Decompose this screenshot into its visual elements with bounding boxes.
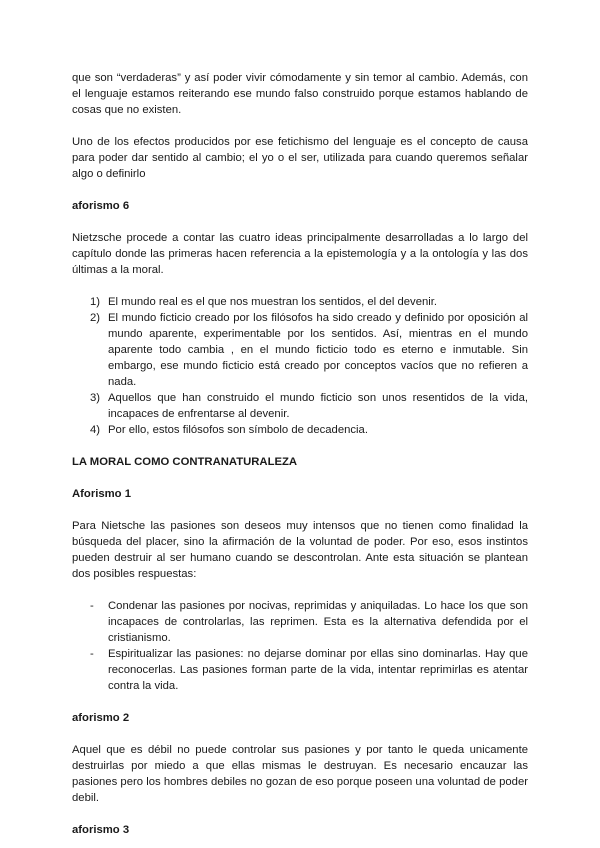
list-item [72, 390, 528, 422]
paragraph-causa: Uno de los efectos producidos por ese fetichismo del lenguaje es el concepto de causa para poder dar sentido al cambio; el yo o el ser, utilizada para cuando queremos señalar algo o definirlo [72, 136, 528, 180]
heading-aforismo-1: Aforismo 1 [72, 488, 132, 500]
heading-aforismo-3: aforismo 3 [72, 824, 130, 836]
list-item [72, 422, 528, 438]
paragraph-aforismo-6: Nietzsche procede a contar las cuatro ideas principalmente desarrolladas a lo largo del capítulo donde las primeras hacen referencia a la epistemología y a la ontología y las dos últimas a la moral. [72, 232, 528, 276]
paragraph-aforismo-1: Para Nietsche las pasiones son deseos muy intensos que no tienen como finalidad la búsqueda del placer, sino la afirmación de la voluntad de poder. Por eso, esos instintos pueden destruir al ser humano cuando se descontrolan. Ante esta situación se plantean dos posibles respuestas: [72, 520, 528, 580]
list-item-text: Condenar las pasiones por nocivas, reprimidas y aniquiladas. Lo hace los que son incapaces de controlarlas, las reprimen. Esta es la alternativa defendida por el cristianismo. [108, 600, 528, 644]
heading-aforismo-2: aforismo 2 [72, 712, 130, 724]
list-marker: 3) [90, 392, 101, 404]
list-item-text: Por ello, estos filósofos son símbolo de decadencia. [108, 424, 368, 436]
list-item-text: El mundo real es el que nos muestran los sentidos, el del devenir. [108, 296, 438, 308]
list-item [72, 646, 528, 694]
paragraph-intro: que son “verdaderas” y así poder vivir cómodamente y sin temor al cambio. Además, con el lenguaje estamos reiterando ese mundo falso construido porque estamos hablando de cosas que no existen. [72, 72, 528, 116]
list-marker: 4) [90, 424, 101, 436]
numbered-list-ideas [72, 294, 528, 438]
list-item [72, 598, 528, 646]
list-item-text: Aquellos que han construido el mundo ficticio son unos resentidos de la vida, incapaces de enfrentarse al devenir. [108, 392, 528, 420]
list-marker: - [90, 648, 94, 660]
list-item [72, 294, 528, 310]
list-marker: - [90, 600, 94, 612]
list-marker: 2) [90, 312, 101, 324]
heading-aforismo-6: aforismo 6 [72, 200, 130, 212]
paragraph-aforismo-2: Aquel que es débil no puede controlar sus pasiones y por tanto le queda unicamente destruirlas por miedo a que ellas mismas le destruyan. Es necesario encauzar las pasiones pero los hombres debiles no gozan de eso porque poseen una voluntad de poder debil. [72, 744, 528, 804]
list-item [72, 310, 528, 390]
bullet-list-respuestas [72, 598, 528, 694]
list-item-text: El mundo ficticio creado por los filósofos ha sido creado y definido por oposición al mundo aparente, experimentable por los sentidos. Así, mientras en el mundo aparente todo cambia , en el mundo ficticio todo es eterno e inmutable. Sin embargo, ese mundo ficticio está creado por conceptos vacíos que no refieren a nada. [108, 312, 528, 388]
heading-section-moral: LA MORAL COMO CONTRANATURALEZA [72, 456, 298, 468]
list-marker: 1) [90, 296, 101, 308]
list-item-text: Espiritualizar las pasiones: no dejarse dominar por ellas sino dominarlas. Hay que reconocerlas. Las pasiones forman parte de la vida, intentar reprimirlas es atentar contra la vida. [108, 648, 528, 692]
